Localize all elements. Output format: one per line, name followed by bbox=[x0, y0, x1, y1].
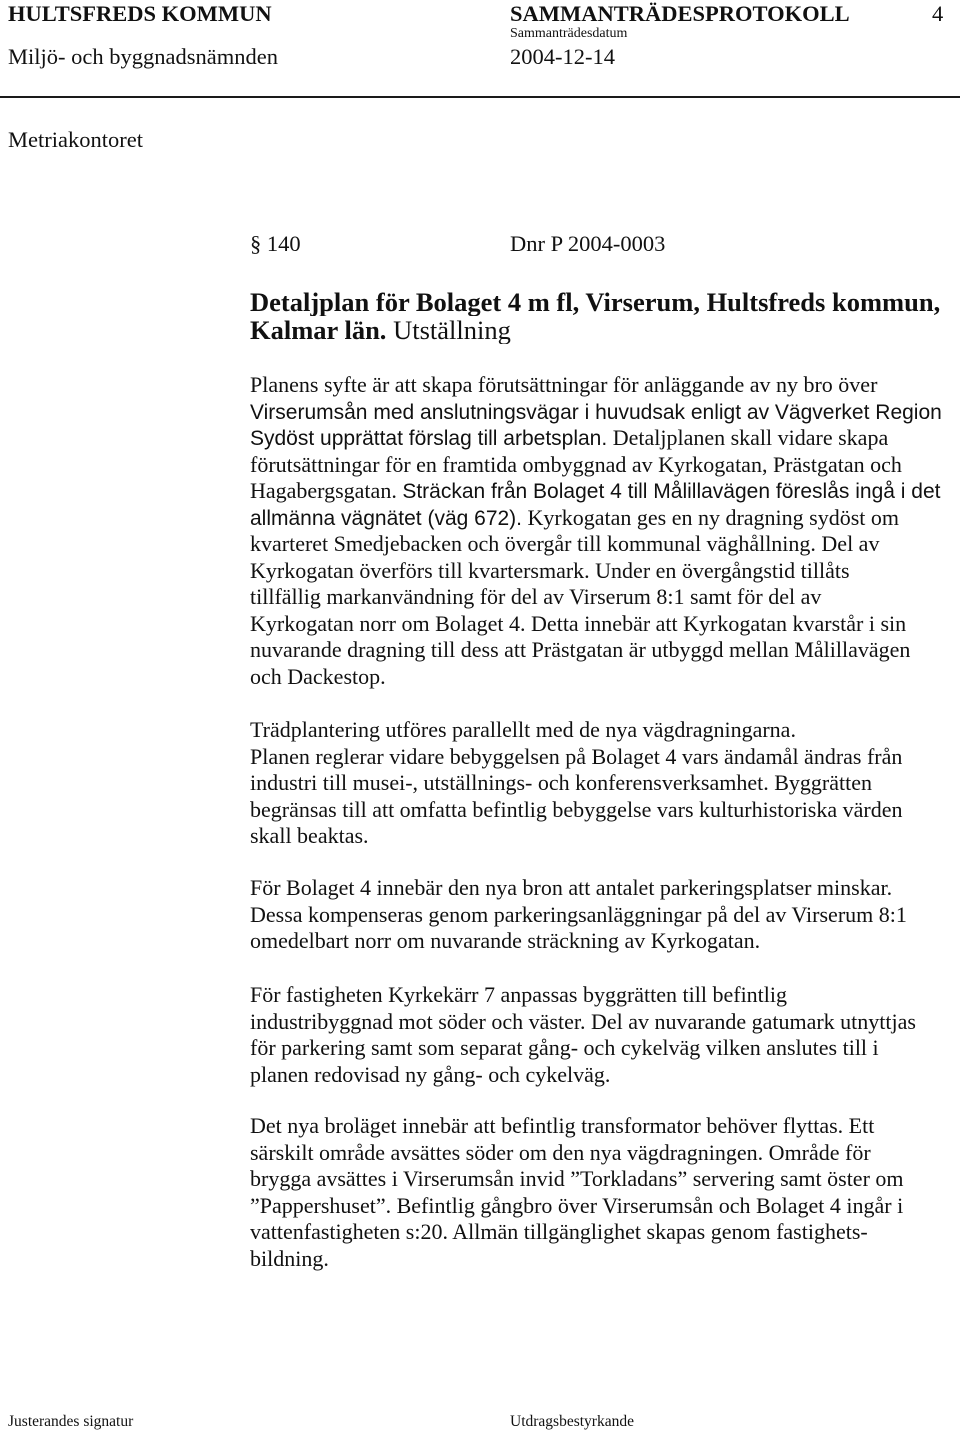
page-number: 4 bbox=[932, 1, 944, 26]
paragraph-line: Trädplantering utföres parallellt med de nya vägdragningarna. bbox=[250, 717, 796, 742]
paragraph-line: industribyggnad mot söder och väster. Del av nuvarande gatumark utnyttjas bbox=[250, 1008, 916, 1034]
text-segment: allmänna vägnätet (väg 672). bbox=[250, 506, 523, 530]
text-segment: Virserumsån med anslutningsvägar i huvudsak enligt av Vägverket Region bbox=[250, 400, 942, 424]
paragraph-line: kvarteret Smedjebacken och övergår till kommunal väghållning. Del av bbox=[250, 531, 880, 556]
paragraph-number: § 140 bbox=[250, 231, 301, 256]
text-segment: Sydöst upprättat förslag till arbetsplan. bbox=[250, 427, 608, 450]
paragraph-3 bbox=[250, 875, 956, 955]
paragraph-line bbox=[250, 505, 956, 532]
signature-label: Justerandes signatur bbox=[8, 1413, 134, 1430]
paragraph-4 bbox=[250, 982, 956, 1088]
paragraph-line: skall beaktas. bbox=[250, 823, 369, 848]
paragraph-line: bildning. bbox=[250, 1245, 329, 1271]
paragraph-5 bbox=[250, 1113, 956, 1272]
paragraph-line bbox=[250, 425, 956, 452]
paragraph-line: tillfällig markanvändning för del av Virserum 8:1 samt för del av bbox=[250, 584, 822, 609]
paragraph-line: och Dackestop. bbox=[250, 663, 386, 689]
paragraph-line: Kyrkogatan norr om Bolaget 4. Detta innebär att Kyrkogatan kvarstår i sin bbox=[250, 610, 907, 636]
text-segment: Sträckan från Bolaget 4 till Målillavägen föreslås ingå i det bbox=[402, 480, 941, 503]
paragraph-line: nuvarande dragning till dess att Prästgatan är utbyggd mellan Målillavägen bbox=[250, 637, 911, 662]
paragraph-line: Kyrkogatan överförs till kvartersmark. Under en övergångstid tillåts bbox=[250, 557, 850, 583]
paragraph-line: omedelbart norr om nuvarande sträckning av Kyrkogatan. bbox=[250, 928, 761, 953]
item-title-region: Kalmar län. bbox=[250, 316, 387, 344]
paragraph-line: begränsas till att omfatta befintlig bebyggelse vars kulturhistoriska värden bbox=[250, 796, 903, 822]
paragraph-line: För Bolaget 4 innebär den nya bron att antalet parkeringsplatser minskar. bbox=[250, 875, 893, 900]
paragraph-line: för parkering samt som separat gång- och cykelväg vilken anslutes till i bbox=[250, 1035, 879, 1060]
header-divider bbox=[0, 96, 960, 98]
department-name: Metriakontoret bbox=[8, 127, 143, 152]
item-title-line-1: Detaljplan för Bolaget 4 m fl, Virserum, Hultsfreds kommun, bbox=[250, 288, 941, 316]
paragraph-2 bbox=[250, 717, 956, 850]
paragraph-line: särskilt område avsättes söder om den nya vägdragningen. Område för bbox=[250, 1139, 871, 1165]
paragraph-line: industri till musei-, utställnings- och konferensverksamhet. Byggrätten bbox=[250, 770, 872, 795]
extract-certification-label: Utdragsbestyrkande bbox=[510, 1413, 634, 1430]
text-segment: Detaljplanen skall vidare skapa bbox=[612, 425, 889, 450]
meeting-date: 2004-12-14 bbox=[510, 44, 615, 69]
item-title-line-2 bbox=[250, 316, 956, 344]
paragraph-line bbox=[250, 399, 956, 426]
paragraph-line bbox=[250, 478, 956, 505]
committee-name: Miljö- och byggnadsnämnden bbox=[8, 44, 278, 69]
item-title-status: Utställning bbox=[393, 316, 511, 344]
municipality-name: HULTSFREDS KOMMUN bbox=[8, 1, 272, 26]
paragraph-line: ”Pappershuset”. Befintlig gångbro över Virserumsån och Bolaget 4 ingår i bbox=[250, 1192, 904, 1218]
paragraph-line: För fastigheten Kyrkekärr 7 anpassas byggrätten till befintlig bbox=[250, 982, 788, 1007]
meeting-date-label: Sammanträdesdatum bbox=[510, 26, 628, 41]
paragraph-line: planen redovisad ny gång- och cykelväg. bbox=[250, 1061, 611, 1087]
paragraph-line: Det nya broläget innebär att befintlig transformator behöver flyttas. Ett bbox=[250, 1113, 875, 1138]
case-number: Dnr P 2004-0003 bbox=[510, 231, 666, 256]
document-type: SAMMANTRÄDESPROTOKOLL bbox=[510, 1, 850, 26]
text-segment: Kyrkogatan ges en ny dragning sydöst om bbox=[527, 504, 900, 530]
paragraph-line: Dessa kompenseras genom parkeringsanläggningar på del av Virserum 8:1 bbox=[250, 901, 907, 927]
paragraph-line: förutsättningar för en framtida ombyggnad av Kyrkogatan, Prästgatan och bbox=[250, 451, 902, 477]
paragraph-1 bbox=[250, 372, 956, 690]
paragraph-line: vattenfastigheten s:20. Allmän tillgänglighet skapas genom fastighets- bbox=[250, 1219, 868, 1244]
paragraph-line: Planen reglerar vidare bebyggelsen på Bolaget 4 vars ändamål ändras från bbox=[250, 743, 903, 769]
paragraph-line: brygga avsättes i Virserumsån invid ”Torkladans” servering samt öster om bbox=[250, 1166, 904, 1191]
text-segment: Hagabergsgatan. bbox=[250, 478, 397, 503]
paragraph-line: Planens syfte är att skapa förutsättningar för anläggande av ny bro över bbox=[250, 372, 878, 397]
